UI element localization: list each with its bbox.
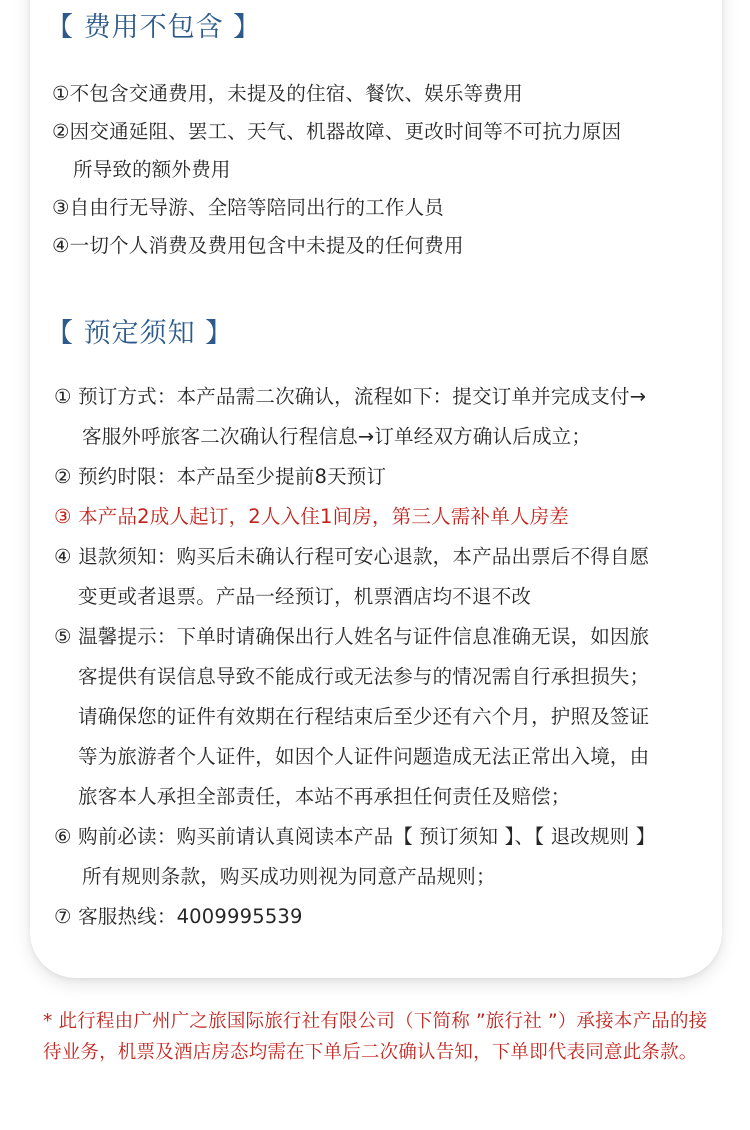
booking-item-4-cont: 变更或者退票。产品一经预订，机票酒店均不退不改 [78,585,532,608]
booking-item-3: ③ 本产品2成人起订，2人入住1间房，第三人需补单人房差 [54,505,569,528]
booking-item-2: ② 预约时限：本产品至少提前8天预订 [54,465,387,488]
booking-item-5-cont-1: 客提供有误信息导致不能成行或无法参与的情况需自行承担损失； [78,665,650,688]
booking-item-5-cont-2: 请确保您的证件有效期在行程结束后至少还有六个月，护照及签证 [78,705,650,728]
booking-item-6-cont: 所有规则条款，购买成功则视为同意产品规则； [82,865,496,888]
booking-item-6: ⑥ 购前必读：购买前请认真阅读本产品【 预订须知 】、【 退改规则 】 [54,825,656,848]
disclaimer-text: * 此行程由广州广之旅国际旅行社有限公司（下简称 ”旅行社 ”）承接本产品的接待业务，机票及酒店房态均需在下单后二次确认告知，下单即代表同意此条款。 [43,1011,708,1063]
fee-item-2: ②因交通延阻、罢工、天气、机器故障、更改时间等不可抗力原因 [52,120,622,143]
fee-item-1: ①不包含交通费用，未提及的住宿、餐饮、娱乐等费用 [52,82,523,105]
booking-item-1: ① 预订方式：本产品需二次确认，流程如下：提交订单并完成支付→ [54,385,647,408]
booking-notice-heading: 【 预定须知 】 [46,318,234,349]
booking-item-1-cont: 客服外呼旅客二次确认行程信息→订单经双方确认后成立； [82,425,592,448]
fee-item-2-cont: 所导致的额外费用 [73,158,231,181]
booking-item-4: ④ 退款须知：购买后未确认行程可安心退款，本产品出票后不得自愿 [54,545,650,568]
booking-item-5: ⑤ 温馨提示：下单时请确保出行人姓名与证件信息准确无误，如因旅 [54,625,650,648]
fee-item-4: ④一切个人消费及费用包含中未提及的任何费用 [52,234,464,257]
fees-excluded-heading: 【 费用不包含 】 [46,12,262,43]
booking-item-5-cont-4: 旅客本人承担全部责任，本站不再承担任何责任及赔偿； [78,785,571,808]
fee-item-3: ③自由行无导游、全陪等陪同出行的工作人员 [52,196,444,219]
booking-item-5-cont-3: 等为旅游者个人证件，如因个人证件问题造成无法正常出入境，由 [78,745,650,768]
customer-service-hotline: ⑦ 客服热线：4009995539 [54,905,303,928]
